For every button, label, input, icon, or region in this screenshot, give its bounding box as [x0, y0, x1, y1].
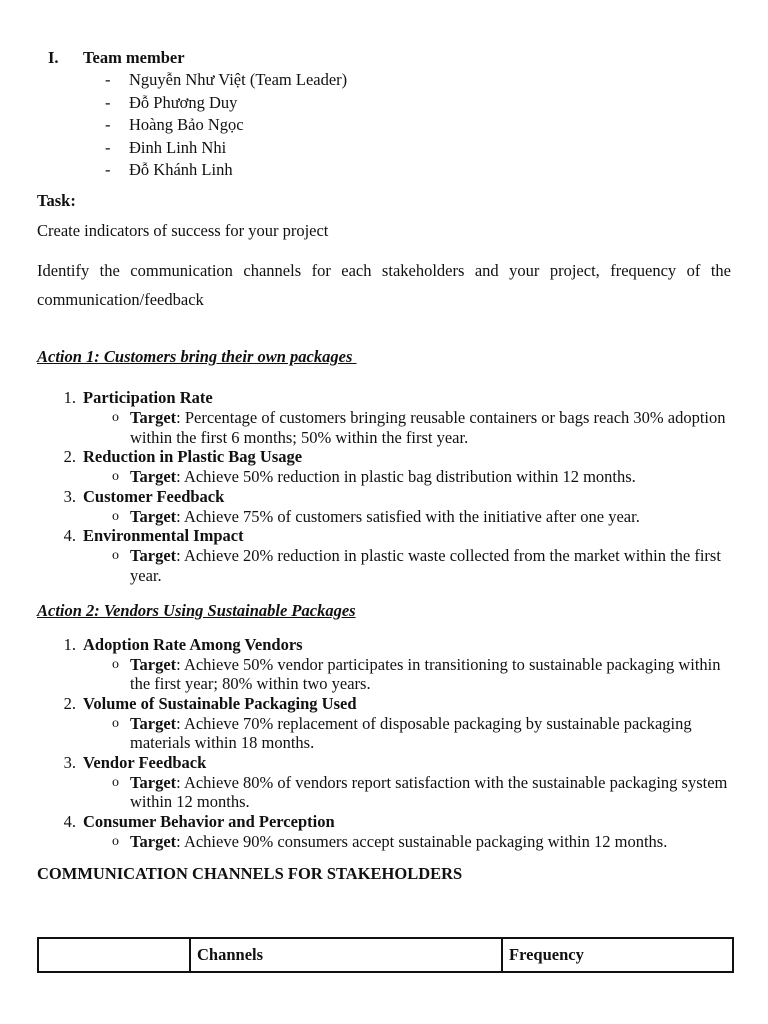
task-line-2: Identify the communication channels for each stakeholders and your project, frequency of the communication/feedback	[37, 261, 731, 310]
indicator-item: 2. Volume of Sustainable Packaging Used	[63, 693, 357, 713]
indicator-item: 1. Adoption Rate Among Vendors	[63, 634, 303, 654]
indicator-target: o Target: Achieve 20% reduction in plastic waste collected from the market within the first year.	[112, 546, 721, 585]
indicator-item: 1. Participation Rate	[63, 388, 213, 408]
indicator-title: Adoption Rate Among Vendors	[83, 634, 303, 654]
team-member-name: Đỗ Khánh Linh	[129, 160, 233, 179]
indicator-target: o Target: Achieve 80% of vendors report satisfaction with the sustainable packaging system within 12 months.	[112, 772, 728, 812]
team-member-item: - Hoàng Bảo Ngọc	[105, 115, 244, 134]
indicator-item: 3. Customer Feedback	[63, 486, 225, 506]
indicator-title: Vendor Feedback	[83, 752, 207, 772]
indicator-target: o Target: Achieve 50% reduction in plastic bag distribution within 12 months.	[112, 467, 636, 487]
team-member-name: Hoàng Bảo Ngọc	[129, 115, 244, 134]
team-member-item: - Đỗ Phương Duy	[105, 92, 238, 112]
indicator-title: Participation Rate	[83, 388, 213, 408]
team-member-name: Đỗ Phương Duy	[129, 92, 238, 112]
indicator-item: 4. Consumer Behavior and Perception	[63, 811, 335, 831]
team-heading	[37, 48, 731, 70]
table-header-cell	[38, 938, 190, 972]
section-title: Team member	[83, 48, 185, 67]
document-page	[37, 48, 731, 888]
task-label: Task:	[37, 190, 76, 210]
action-2-indicator-list	[37, 635, 731, 852]
team-member-name: Nguyễn Như Việt (Team Leader)	[129, 70, 348, 89]
task-line-1: Create indicators of success for your project	[37, 220, 329, 240]
communication-title: COMMUNICATION CHANNELS FOR STAKEHOLDERS	[37, 864, 463, 884]
action-1-indicator-list	[37, 388, 731, 585]
indicator-target: o Target: Achieve 70% replacement of disposable packaging by sustainable packaging materials within 18 months.	[112, 713, 692, 753]
table-header-cell: Frequency	[502, 938, 733, 972]
action-1-title: Action 1: Customers bring their own packages	[37, 347, 357, 367]
indicator-item: 3. Vendor Feedback	[63, 752, 207, 772]
indicator-target: o Target: Achieve 75% of customers satisfied with the initiative after one year.	[112, 506, 640, 526]
table-header-cell: Channels	[190, 938, 502, 972]
table-header-row	[38, 938, 733, 972]
action-2-title: Action 2: Vendors Using Sustainable Packages	[37, 601, 356, 621]
section-numeral: I.	[48, 48, 59, 67]
indicator-title: Reduction in Plastic Bag Usage	[83, 447, 303, 467]
team-member-name: Đinh Linh Nhi	[129, 137, 227, 157]
indicator-target: o Target: Percentage of customers bringing reusable containers or bags reach 30% adoption within the first 6 months; 50% within the first year.	[112, 408, 726, 447]
team-member-item: - Đinh Linh Nhi	[105, 137, 227, 157]
indicator-title: Consumer Behavior and Perception	[83, 811, 335, 831]
indicator-target: o Target: Achieve 50% vendor participates in transitioning to sustainable packaging within the first year; 80% within two years.	[112, 654, 721, 694]
indicator-title: Customer Feedback	[83, 486, 225, 506]
team-member-item: - Nguyễn Như Việt (Team Leader)	[105, 70, 348, 89]
indicator-title: Volume of Sustainable Packaging Used	[83, 693, 357, 713]
indicator-title: Environmental Impact	[83, 526, 244, 546]
team-member-list	[37, 70, 731, 183]
team-member-item: - Đỗ Khánh Linh	[105, 160, 233, 179]
indicator-target: o Target: Achieve 90% consumers accept sustainable packaging within 12 months.	[112, 831, 668, 851]
indicator-item: 4. Environmental Impact	[63, 526, 244, 546]
communication-table	[37, 937, 734, 973]
indicator-item: 2. Reduction in Plastic Bag Usage	[63, 447, 303, 467]
